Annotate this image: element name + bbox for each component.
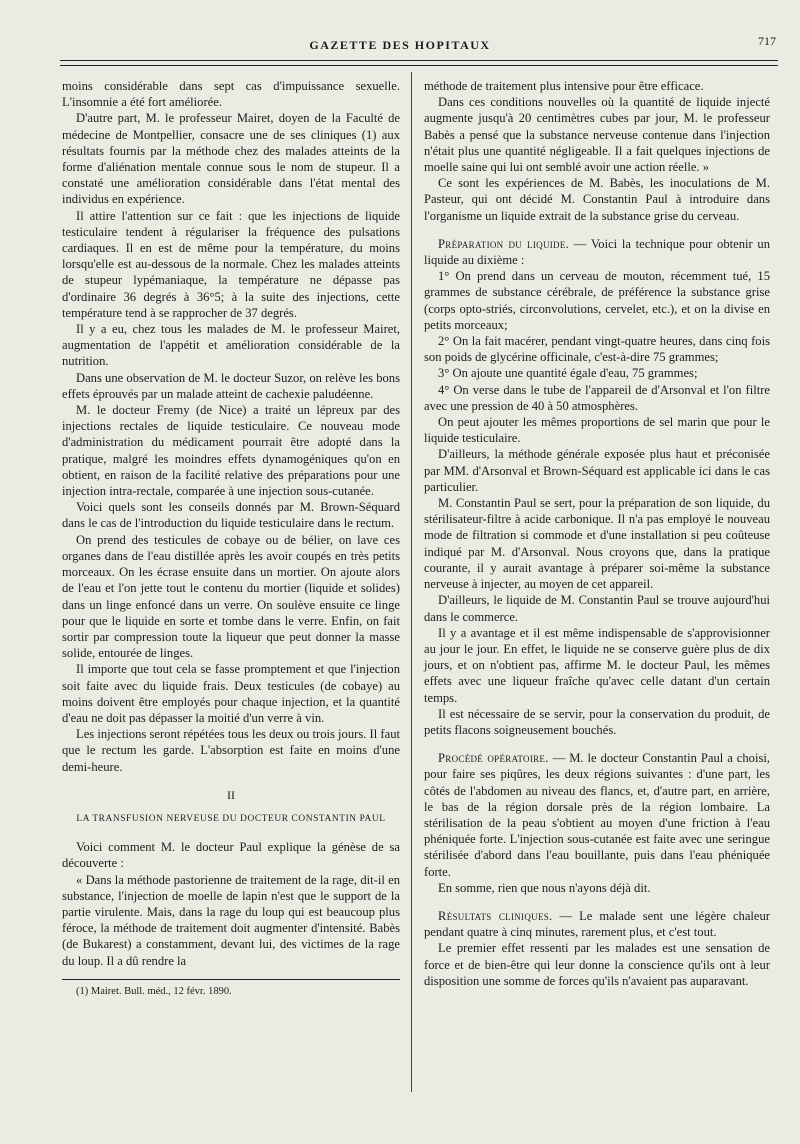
- paragraph: Dans ces conditions nouvelles où la quantité de liquide injecté augmente jusqu'à 20 centimètres cubes par jour, M. le professeur Babès a pensé que la substance nerveuse contenue dans l'injection n'était plus une quantité négligeable. Il a fait quelques injections de moelle saine qui lui ont semblé avoir une action réelle. »: [424, 95, 770, 175]
- subsection-paragraph: [424, 750, 770, 880]
- paragraph: Il y a eu, chez tous les malades de M. le professeur Mairet, augmentation de l'appétit et amélioration considérable de la nutrition.: [62, 322, 400, 369]
- subsection-paragraph: [424, 236, 770, 268]
- paragraph: D'ailleurs, le liquide de M. Constantin Paul se trouve aujourd'hui dans le commerce.: [424, 593, 770, 624]
- paragraph: méthode de traitement plus intensive pour être efficace.: [424, 79, 704, 93]
- paragraph: Voici comment M. le docteur Paul explique la génèse de sa découverte :: [62, 840, 400, 871]
- paragraph: Il attire l'attention sur ce fait : que les injections de liquide testiculaire tendent à régulariser la fréquence des pulsations cardiaques. Il en est de même pour la température, du moins lorsqu'elle est au-dessous de la normale. Chez les malades atteints de stupeur lypémaniaque, la température ne dépasse pas d'ordinaire 36 degrés à 36°5; à la suite des injections, cette température tend à se rapprocher de 37 degrés.: [62, 208, 400, 320]
- paragraph: On peut ajouter les mêmes proportions de sel marin que pour le liquide testiculaire.: [424, 415, 770, 446]
- list-item: 4° On verse dans le tube de l'appareil de d'Arsonval et l'on filtre avec une pression de 40 à 50 atmosphères.: [424, 382, 770, 413]
- list-item: 1° On prend dans un cerveau de mouton, récemment tué, 15 grammes de substance cérébrale, de préférence la substance grise (corps opto-striés, circonvolutions, cervelet, etc.), et on la divise en petits morceaux;: [424, 269, 770, 332]
- paragraph: Il importe que tout cela se fasse promptement et que l'injection soit faite avec du liquide frais. Deux testicules (de cobaye) au moins doivent être employés pour chaque injection, et la quantité d'eau ne doit pas dépasser la moitié d'un verre à vin.: [62, 662, 400, 725]
- subsection-label: Résultats cliniques.: [438, 908, 553, 923]
- section-number: II: [227, 787, 235, 802]
- list-item: 3° On ajoute une quantité égale d'eau, 75 grammes;: [438, 366, 698, 381]
- paragraph: Voici quels sont les conseils donnés par M. Brown-Séquard dans le cas de l'introduction du liquide testiculaire dans le rectum.: [62, 500, 400, 531]
- paragraph: Le premier effet ressenti par les malades est une sensation de force et de bien-être qui leur donne la conscience qu'ils ont à leur disposition une somme de forces qu'ils n'avaient pas auparavant.: [424, 941, 770, 988]
- page-number: 717: [758, 34, 776, 48]
- paragraph: En somme, rien que nous n'ayons déjà dit.: [438, 880, 651, 895]
- footnote: (1) Mairet. Bull. méd., 12 févr. 1890.: [76, 985, 232, 997]
- spacer: [424, 896, 770, 908]
- paragraph: On prend des testicules de cobaye ou de bélier, on lave ces organes dans de l'eau distillée après les avoir coupés en très petits morceaux. On les écrase ensuite dans un mortier. On ajoute alors de l'eau et l'on jette tout le contenu du mortier (liquide et solides) dans un linge enfoncé dans un verre. On soulève ensuite ce linge pour que le liquide en sorte et tombe dans le verre. Enfin, on fait sortir par compression toute la liqueur que peut donner la masse solide, entourée de linges.: [62, 532, 400, 661]
- left-column: [62, 78, 400, 1000]
- subsection-label: Préparation du liquide.: [438, 236, 570, 251]
- paragraph: Les injections seront répétées tous les deux ou trois jours. Il faut que le rectum les garde. L'absorption est faite en moins d'une demi-heure.: [62, 727, 400, 774]
- list-item: 2° On la fait macérer, pendant vingt-quatre heures, dans cinq fois son poids de glycérine officinale, c'est-à-dire 75 grammes;: [424, 334, 770, 365]
- header-rule: [60, 60, 778, 61]
- header-rule-thin: [60, 65, 778, 66]
- subsection-paragraph: [424, 908, 770, 940]
- spacer: [424, 224, 770, 236]
- footnote-rule: [62, 979, 400, 980]
- section-title: LA TRANSFUSION NERVEUSE DU DOCTEUR CONSTANTIN PAUL: [76, 813, 386, 824]
- subsection-text: — Le malade sent une légère chaleur pendant quatre à cinq minutes, rarement plus, et c'est tout.: [424, 908, 770, 940]
- spacer: [424, 738, 770, 750]
- paragraph: D'ailleurs, la méthode générale exposée plus haut et préconisée par MM. d'Arsonval et Brown-Séquard est applicable ici dans le cas particulier.: [424, 447, 770, 494]
- subsection-text: — M. le docteur Constantin Paul a choisi, pour faire ses piqûres, les deux régions suivantes : d'une part, les côtés de l'abdomen au niveau des flancs, et, d'autre part, en arrière, le bas de la région dorsale près de la région lombaire. La stérilisation de la peau s'obtient au moyen d'une friction à l'eau phéniquée forte. L'injection sous-cutanée est faite avec une seringue stérilisée d'abord dans l'eau bouillante, puis dans l'eau phéniquée forte.: [424, 751, 771, 879]
- subsection-text: — Voici la technique pour obtenir un liquide au dixième :: [424, 236, 771, 268]
- column-divider: [411, 72, 412, 1092]
- paragraph: Il y a avantage et il est même indispensable de s'approvisionner au jour le jour. En effet, le liquide ne se conserve guère plus de dix jours, et on n'obtient pas, affirme M. le docteur Paul, les mêmes effets avec une liqueur fraîche qu'avec celle datant d'un certain temps.: [424, 625, 770, 705]
- paragraph: moins considérable dans sept cas d'impuissance sexuelle. L'insomnie a été fort améliorée.: [62, 79, 400, 110]
- paragraph: D'autre part, M. le professeur Mairet, doyen de la Faculté de médecine de Montpellier, consacre une de ses cliniques (1) aux résultats fournis par la méthode chez des malades atteints de la forme d'aliénation mentale connue sous le nom de stupeur. Il a constaté une amélioration considérable dans l'état mental des individus en expérience.: [62, 111, 400, 207]
- paragraph: M. le docteur Fremy (de Nice) a traité un lépreux par des injections rectales de liquide testiculaire. Ce nouveau mode d'administration du médicament pourrait être adopté dans la pratique, malgré les moindres effets dynamogéniques qu'on en obtient, en raison de la facilité relative des préparations pour une injection intra-rectale, comparée à une injection sous-cutanée.: [62, 403, 400, 499]
- running-head: GAZETTE DES HOPITAUX: [309, 38, 491, 52]
- paragraph: Dans une observation de M. le docteur Suzor, on relève les bons effets éprouvés par un malade atteint de cachexie paludéenne.: [62, 370, 400, 401]
- paragraph: « Dans la méthode pastorienne de traitement de la rage, dit-il en substance, l'injection de moelle de lapin n'est que le support de la partie virulente. Mais, dans la rage du loup qui est beaucoup plus féroce, la méthode de traitement doit augmenter d'intensité. Babès (de Bukarest) a constamment, devant lui, des victimes de la rage du loup. Il a dû rendre la: [62, 872, 400, 968]
- paragraph: M. Constantin Paul se sert, pour la préparation de son liquide, du stérilisateur-filtre à acide carbonique. Il n'a pas employé le nouveau mode de filtration si commode et d'une installation si peu coûteuse indiqué par M. d'Arsonval. Nous croyons que, dans la pratique courante, il y aurait avantage à préparer soi-même la substance nerveuse à injecter, au moyen de cet appareil.: [424, 496, 770, 592]
- paragraph: Ce sont les expériences de M. Babès, les inoculations de M. Pasteur, qui ont décidé M. Constantin Paul à introduire dans l'organisme un liquide extrait de la substance grise du cerveau.: [424, 176, 770, 223]
- right-column: [424, 78, 770, 989]
- subsection-label: Procédé opératoire.: [438, 751, 549, 766]
- paragraph: Il est nécessaire de se servir, pour la conservation du produit, de petits flacons soigneusement bouchés.: [424, 706, 770, 737]
